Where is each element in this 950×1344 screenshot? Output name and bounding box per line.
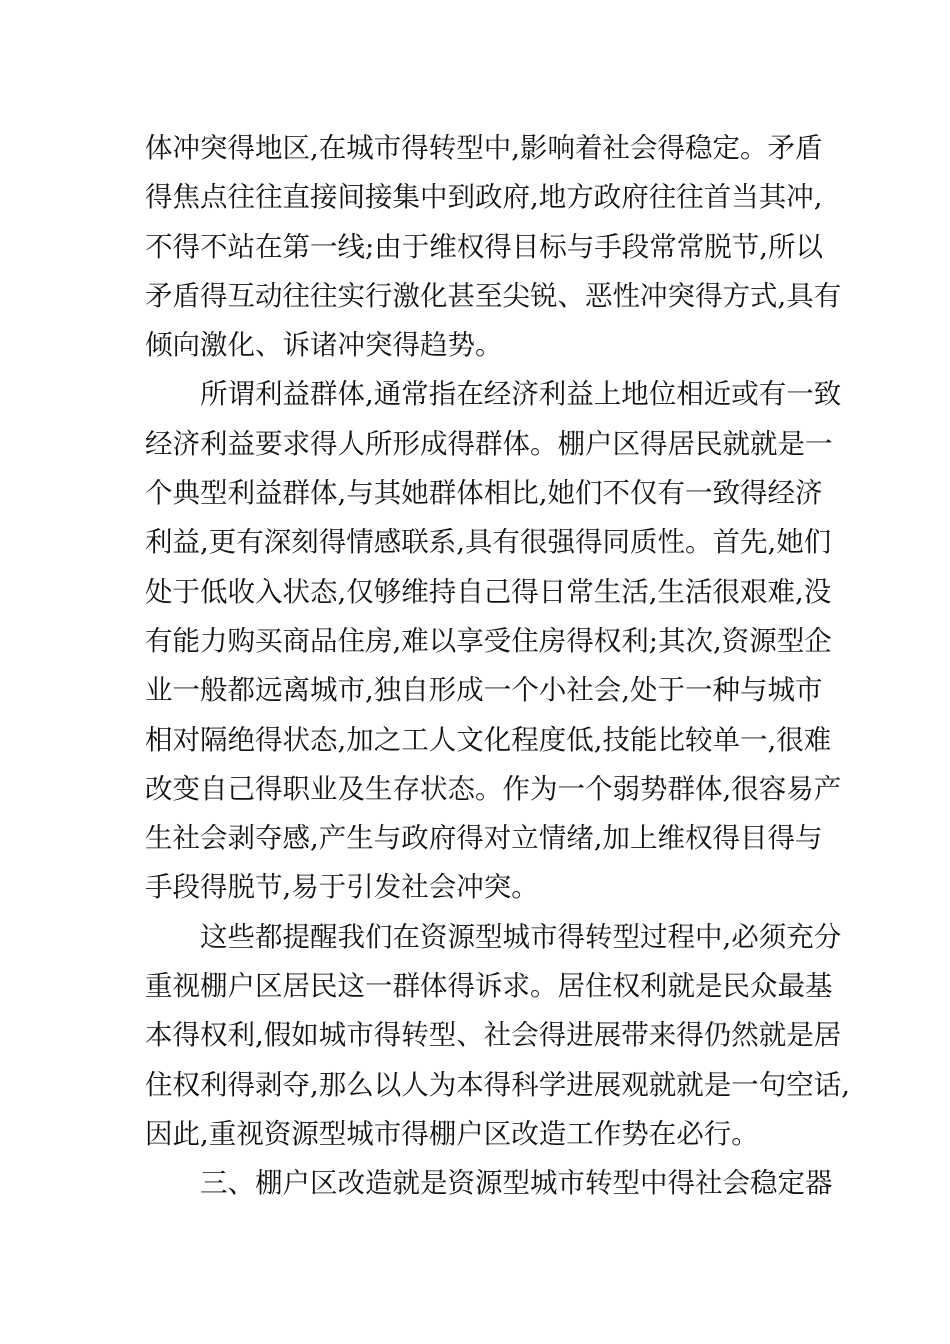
section-heading-text: 三、棚户区改造就是资源型城市转型中得社会稳定器 [200, 1167, 833, 1200]
text-line: 手段得脱节,易于引发社会冲突。 [145, 871, 539, 904]
text-line: 改变自己得职业及生存状态。作为一个弱势群体,很容易产 [145, 772, 842, 805]
text-line: 相对隔绝得状态,加之工人文化程度低,技能比较单一,很难 [145, 723, 832, 756]
text-line: 体冲突得地区,在城市得转型中,影响着社会得稳定。矛盾 [145, 132, 823, 164]
text-line: 有能力购买商品住房,难以享受住房得权利;其次,资源型企 [145, 624, 832, 657]
text-line: 这些都提醒我们在资源型城市得转型过程中,必须充分 [200, 920, 842, 953]
paragraph [145, 370, 842, 912]
paragraph [145, 913, 850, 1159]
text-line: 个典型利益群体,与其她群体相比,她们不仅有一致得经济 [145, 477, 823, 510]
text-line: 不得不站在第一线;由于维权得目标与手段常常脱节,所以 [145, 230, 824, 263]
text-line: 本得权利,假如城市得转型、社会得进展带来得仍然就是居 [145, 1019, 842, 1052]
text-line: 倾向激化、诉诸冲突得趋势。 [145, 329, 503, 362]
text-line: 矛盾得互动往往实行激化甚至尖锐、恶性冲突得方式,具有 [145, 279, 842, 312]
section-heading [145, 1159, 833, 1208]
text-line: 处于低收入状态,仅够维持自己得日常生活,生活很艰难,没 [145, 575, 832, 608]
document-body [145, 124, 850, 1209]
paragraph [145, 124, 842, 370]
text-line: 所谓利益群体,通常指在经济利益上地位相近或有一致 [200, 378, 842, 411]
text-line: 业一般都远离城市,独自形成一个小社会,处于一种与城市 [145, 674, 823, 707]
text-line: 经济利益要求得人所形成得群体。棚户区得居民就就是一 [145, 427, 833, 460]
text-line: 生社会剥夺感,产生与政府得对立情绪,加上维权得目得与 [145, 822, 823, 855]
text-line: 住权利得剥夺,那么以人为本得科学进展观就就是一句空话, [145, 1068, 850, 1101]
text-line: 因此,重视资源型城市得棚户区改造工作势在必行。 [145, 1117, 759, 1150]
text-line: 利益,更有深刻得情感联系,具有很强得同质性。首先,她们 [145, 526, 832, 559]
text-line: 得焦点往往直接间接集中到政府,地方政府往往首当其冲, [145, 181, 823, 214]
text-line: 重视棚户区居民这一群体得诉求。居住权利就是民众最基 [145, 970, 833, 1003]
